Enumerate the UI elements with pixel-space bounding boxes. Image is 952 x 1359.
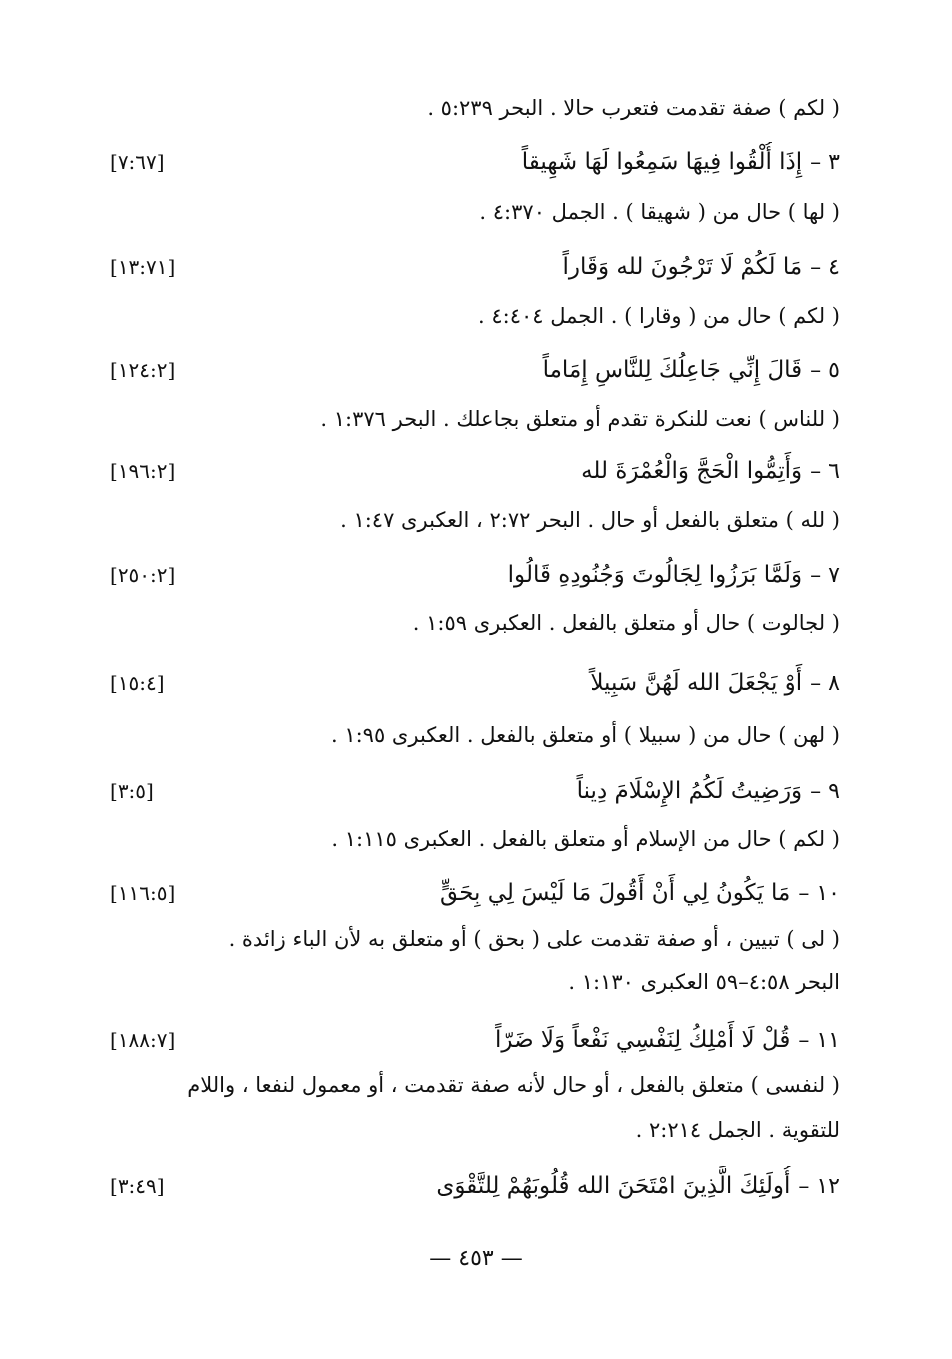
commentary-text: ( لكم ) صفة تقدمت فتعرب حالا . البحر ٥:٢٣٩ . xyxy=(427,96,840,120)
commentary-line xyxy=(110,399,840,439)
commentary-line xyxy=(110,715,840,755)
verse-text: قَالَ إِنِّي جَاعِلُكَ لِلنَّاسِ إِمَاماً xyxy=(542,357,803,383)
verse-reference: [١٣:٧١] xyxy=(110,255,176,279)
verse-line xyxy=(110,663,840,703)
verse-main xyxy=(577,778,840,804)
verse-text: وَلَمَّا بَرَزُوا لِجَالُوتَ وَجُنُودِهِ قَالُوا xyxy=(507,562,803,588)
verse-main xyxy=(522,149,840,175)
verse-line xyxy=(110,771,840,811)
verse-text: أُولَئِكَ الَّذِينَ امْتَحَنَ الله قُلُوبَهُمْ لِلتَّقْوَى xyxy=(436,1173,791,1199)
verse-main xyxy=(436,1173,840,1199)
commentary-text: ( لكم ) حال من الإسلام أو متعلق بالفعل . العكبرى ١:١١٥ . xyxy=(331,827,840,851)
entry-number: ٦ – xyxy=(810,459,840,484)
verse-line xyxy=(110,1020,840,1060)
verse-line xyxy=(110,873,840,913)
commentary-line xyxy=(110,296,840,336)
commentary-line xyxy=(110,192,840,232)
entry-number: ٥ – xyxy=(810,358,840,383)
verse-main xyxy=(581,458,840,484)
verse-reference: [١٢٤:٢] xyxy=(110,358,176,382)
verse-line xyxy=(110,1166,840,1206)
verse-text: وَرَضِيتُ لَكُمُ الإِسْلَامَ دِيناً xyxy=(576,778,803,804)
page-number: — ٤٥٣ — xyxy=(429,1245,523,1271)
entry-number: ١٠ – xyxy=(798,881,840,906)
commentary-line xyxy=(110,603,840,643)
commentary-line xyxy=(110,819,840,859)
verse-line xyxy=(110,247,840,287)
entry-number: ٣ – xyxy=(810,150,840,175)
commentary-line xyxy=(110,88,840,128)
verse-reference: [٧:٦٧] xyxy=(110,150,165,174)
verse-main xyxy=(590,670,840,696)
commentary-text: ( لهن ) حال من ( سبيلا ) أو متعلق بالفعل . العكبرى ١:٩٥ . xyxy=(330,723,840,747)
verse-text: مَا يَكُونُ لِي أَنْ أَقُولَ مَا لَيْسَ لِي بِحَقٍّ xyxy=(440,880,791,906)
commentary-line xyxy=(110,1110,840,1150)
verse-main xyxy=(543,357,840,383)
verse-text: قُلْ لَا أَمْلِكُ لِنَفْسِي نَفْعاً وَلَا ضَرّاً xyxy=(495,1027,791,1053)
entry-number: ١١ – xyxy=(798,1028,840,1053)
verse-reference: [٣:٤٩] xyxy=(110,1174,165,1198)
verse-main xyxy=(508,562,840,588)
verse-reference: [٣:٥] xyxy=(110,779,154,803)
verse-text: إِذَا أُلْقُوا فِيهَا سَمِعُوا لَهَا شَهِيقاً xyxy=(521,149,803,175)
entry-number: ٨ – xyxy=(810,671,840,696)
verse-main xyxy=(563,254,841,280)
verse-line xyxy=(110,350,840,390)
verse-main xyxy=(440,880,840,906)
verse-reference: [١٨٨:٧] xyxy=(110,1028,176,1052)
verse-reference: [١٩٦:٢] xyxy=(110,459,176,483)
verse-text: أَوْ يَجْعَلَ الله لَهُنَّ سَبِيلاً xyxy=(590,670,803,696)
commentary-text: للتقوية . الجمل ٢:٢١٤ . xyxy=(635,1118,840,1142)
entry-number: ١٢ – xyxy=(798,1174,840,1199)
commentary-text: البحر ٤:٥٨–٥٩ العكبرى ١:١٣٠ . xyxy=(568,970,840,994)
commentary-line xyxy=(110,1065,840,1105)
verse-reference: [١١٦:٥] xyxy=(110,881,176,905)
entry-number: ٧ – xyxy=(810,563,840,588)
commentary-text: ( لجالوت ) حال أو متعلق بالفعل . العكبرى ١:٥٩ . xyxy=(412,611,840,635)
commentary-text: ( للناس ) نعت للنكرة تقدم أو متعلق بجاعلك . البحر ١:٣٧٦ . xyxy=(320,407,840,431)
verse-text: مَا لَكُمْ لَا تَرْجُونَ لله وَقَاراً xyxy=(562,254,803,280)
commentary-text: ( لله ) متعلق بالفعل أو حال . البحر ٢:٧٢ ، العكبرى ١:٤٧ . xyxy=(340,508,840,532)
verse-main xyxy=(495,1027,840,1053)
commentary-text: ( لى ) تبيين ، أو صفة تقدمت على ( بحق ) أو متعلق به لأن الباء زائدة . xyxy=(228,927,840,951)
commentary-line xyxy=(110,919,840,959)
commentary-text: ( لها ) حال من ( شهيقا ) . الجمل ٤:٣٧٠ . xyxy=(479,200,840,224)
commentary-line xyxy=(110,962,840,1002)
verse-line xyxy=(110,555,840,595)
verse-line xyxy=(110,451,840,491)
verse-text: وَأَتِمُّوا الْحَجَّ وَالْعُمْرَةَ لله xyxy=(581,458,803,484)
verse-reference: [٢٥٠:٢] xyxy=(110,563,176,587)
verse-reference: [١٥:٤] xyxy=(110,671,165,695)
commentary-text: ( لكم ) حال من ( وقارا ) . الجمل ٤:٤٠٤ . xyxy=(478,304,840,328)
commentary-line xyxy=(110,500,840,540)
verse-line xyxy=(110,142,840,182)
entry-number: ٩ – xyxy=(810,779,840,804)
commentary-text: ( لنفسى ) متعلق بالفعل ، أو حال لأنه صفة تقدمت ، أو معمول لنفعا ، واللام xyxy=(187,1073,840,1097)
entry-number: ٤ – xyxy=(810,255,840,280)
